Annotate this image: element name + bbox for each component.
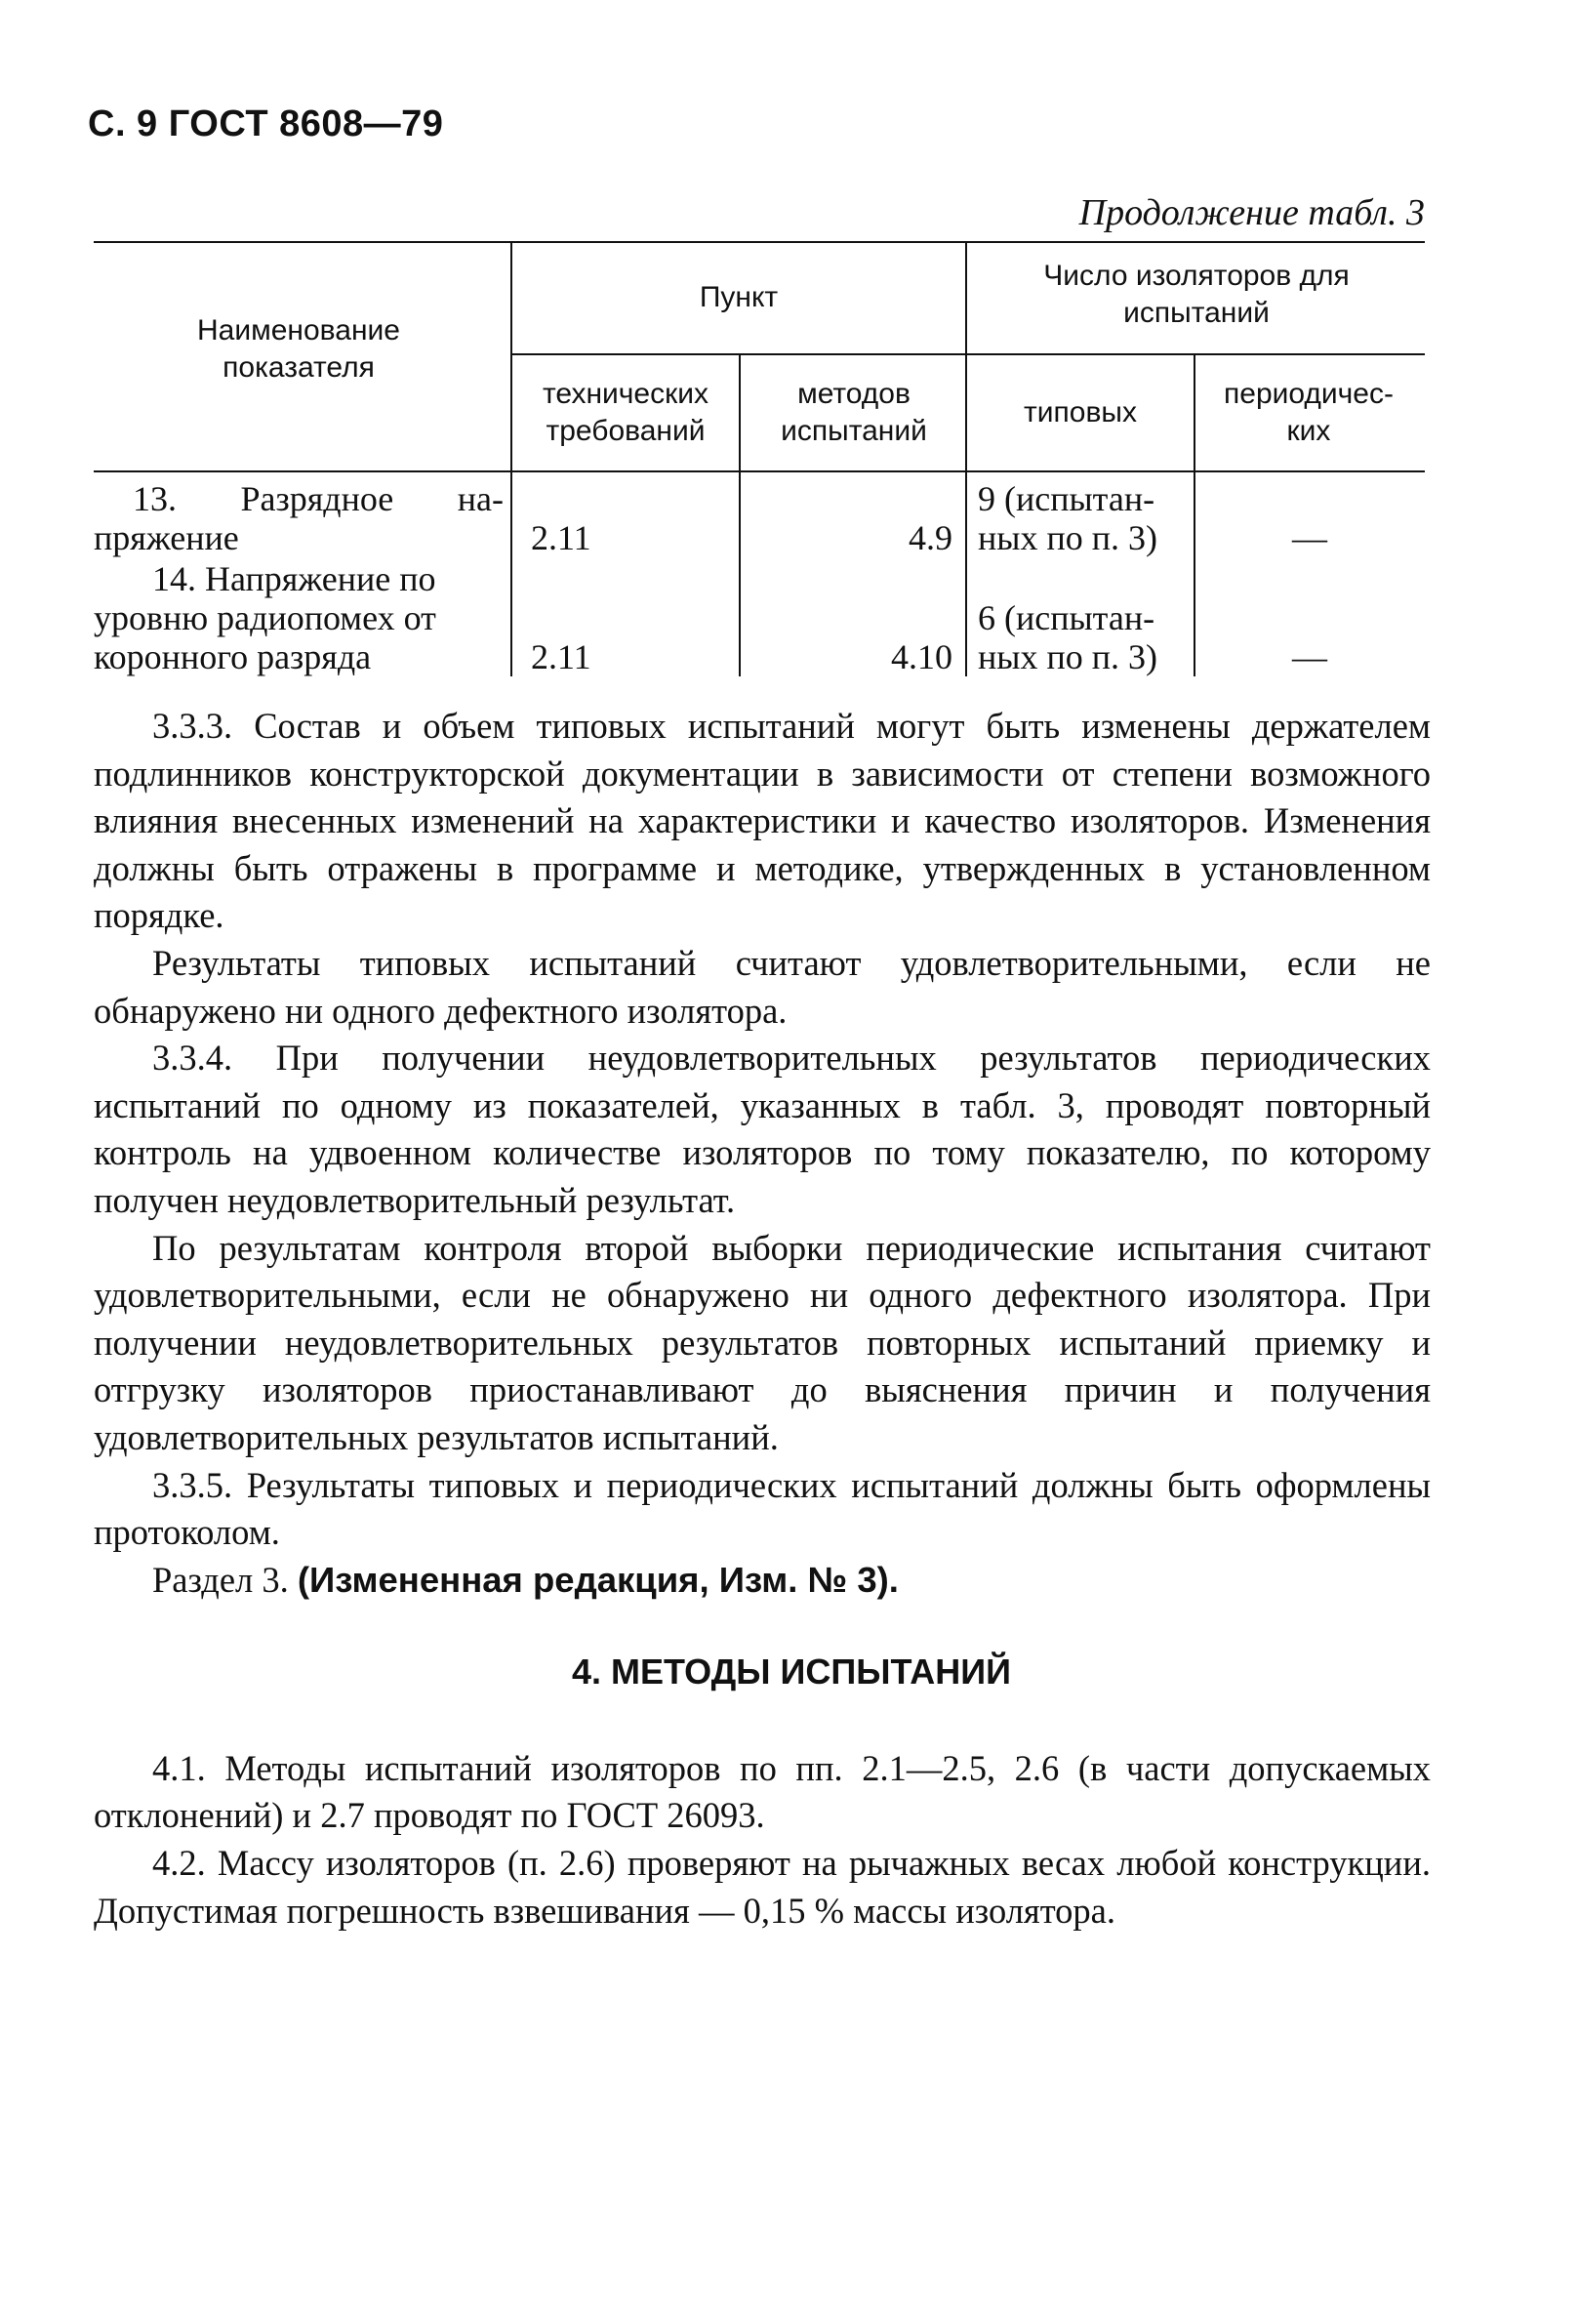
document-body	[94, 703, 1431, 1935]
table-caption: Продолжение табл. 3	[1078, 192, 1425, 233]
section-3-prefix: Раздел 3.	[152, 1559, 289, 1600]
head-point-tech: технических требований	[543, 378, 709, 447]
head-name: Наименование показателя	[197, 314, 400, 384]
paragraph-section-3-note	[94, 1557, 1431, 1605]
row-14-type-line2: ных по п. 3)	[978, 637, 1157, 676]
row-13-type-line1: 9 (испытан-	[978, 479, 1155, 518]
head-point-method: методов испытаний	[781, 378, 927, 447]
section-4-title: 4. МЕТОДЫ ИСПЫТАНИЙ	[572, 1651, 1011, 1692]
head-count-period: периодичес- ких	[1224, 378, 1394, 447]
paragraph-3-3-3: 3.3.3. Состав и объем типовых испытаний могут быть изменены держателем подлинников конструкторской документации в зависимости от степени возможного влияния внесенных изменений на характеристики и качество изоляторов. Изменения должны быть отражены в программе и методике, утвержденных в установленном порядке.	[94, 706, 1431, 936]
row-13-tech: 2.11	[531, 518, 591, 557]
row-13-name-line1: 13. Разрядное на-	[133, 479, 504, 518]
row-14-name-line2: уровню радиопомех от	[94, 598, 436, 637]
head-point-group: Пункт	[699, 281, 779, 313]
table-3-continuation	[94, 242, 1425, 683]
row-14-name-line3: коронного разряда	[94, 637, 372, 676]
head-count-type: типовых	[1024, 396, 1137, 428]
row-13-type-line2: ных по п. 3)	[978, 518, 1157, 557]
paragraph-3-3-4: 3.3.4. При получении неудовлетворительных результатов периодических испытаний по одному из показателей, указанных в табл. 3, проводят повторный контроль на удвоенном количестве изоляторов по тому показателю, по которому получен неудовлетворительный результат.	[94, 1038, 1431, 1220]
page-header: С. 9 ГОСТ 8608—79	[88, 103, 444, 144]
row-14-method: 4.10	[891, 637, 952, 676]
paragraph-3-3-5: 3.3.5. Результаты типовых и периодических испытаний должны быть оформлены протоколом.	[94, 1464, 1431, 1553]
row-14-period: —	[1292, 637, 1327, 676]
paragraph-typical-results: Результаты типовых испытаний считают удовлетворительными, если не обнаружено ни одного дефектного изолятора.	[94, 942, 1431, 1031]
row-14-tech: 2.11	[531, 637, 591, 676]
row-14-type-line1: 6 (испытан-	[978, 598, 1155, 637]
row-14-name-line1: 14. Напряжение по	[152, 559, 436, 598]
row-13-period: —	[1292, 518, 1327, 557]
paragraph-4-2: 4.2. Массу изоляторов (п. 2.6) проверяют на рычажных весах любой конструкции. Допустимая погрешность взвешивания — 0,15 % массы изолятора.	[94, 1843, 1431, 1931]
paragraph-second-sample: По результатам контроля второй выборки периодические испытания считают удовлетворительными, если не обнаружено ни одного дефектного изолятора. При получении неудовлетворительных результатов повторных испытаний приемку и отгрузку изоляторов приостанавливают до выяснения причин и получения удовлетворительных результатов испытаний.	[94, 1227, 1431, 1457]
row-13-name-line2: пряжение	[94, 518, 239, 557]
head-count-group: Число изоляторов для испытаний	[1043, 260, 1350, 329]
row-13-method: 4.9	[909, 518, 952, 557]
amendment-note: (Измененная редакция, Изм. № 3).	[297, 1559, 899, 1600]
paragraph-4-1: 4.1. Методы испытаний изоляторов по пп. 2.1—2.5, 2.6 (в части допускаемых отклонений) и 2.7 проводят по ГОСТ 26093.	[94, 1747, 1431, 1836]
